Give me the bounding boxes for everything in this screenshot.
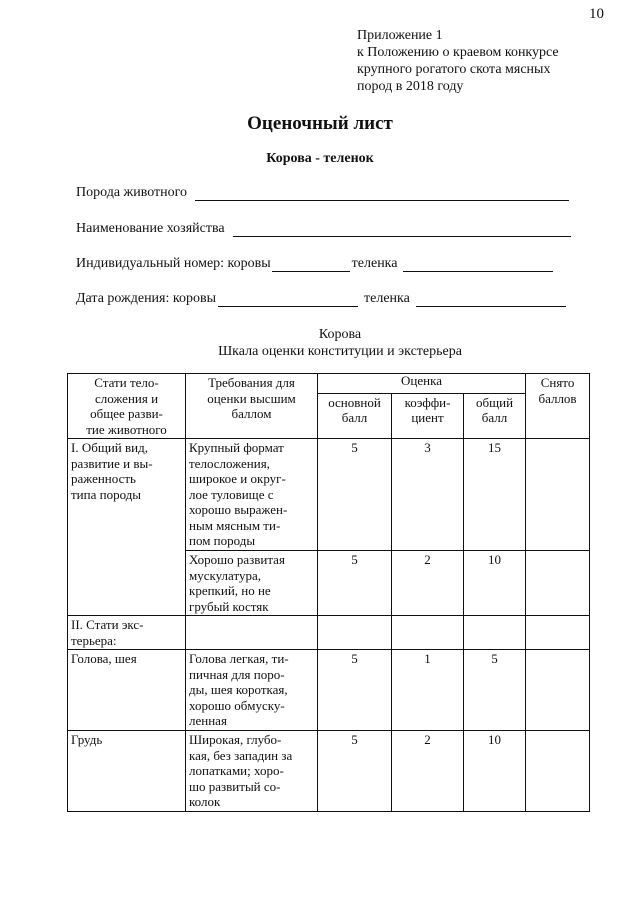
dob-cow-blank[interactable] [218, 293, 358, 307]
row-coefficient: 1 [392, 650, 464, 731]
header-removed: Снято баллов [526, 374, 590, 439]
farm-field [76, 221, 571, 237]
row-label: II. Стати экс- терьера: [68, 616, 186, 650]
table-row [68, 616, 590, 650]
row-label: Грудь [68, 731, 186, 812]
document-subtitle: Корова - теленок [266, 151, 374, 166]
header-coefficient: коэффи- циент [392, 393, 464, 438]
dob-field [76, 291, 566, 307]
page-number: 10 [589, 6, 604, 22]
row-coefficient: 2 [392, 731, 464, 812]
row-coefficient: 2 [392, 551, 464, 616]
header-body-parts: Стати тело- сложения и общее разви- тие животного [68, 374, 186, 439]
row-requirement: Крупный формат телосложения, широкое и округ- лое туловище с хорошо выражен- ным мясным ти- пом породы [186, 439, 318, 551]
breed-blank[interactable] [195, 187, 569, 201]
row-requirement [186, 616, 318, 650]
id-calf-label: теленка [351, 256, 398, 271]
header-total-score: общий балл [464, 393, 526, 438]
row-total-score: 15 [464, 439, 526, 551]
breed-field [76, 185, 569, 201]
row-removed-cell[interactable] [526, 616, 590, 650]
table-header-row [68, 374, 590, 394]
row-total-score: 10 [464, 551, 526, 616]
id-field [76, 256, 553, 272]
row-label: I. Общий вид, развитие и вы- раженность типа породы [68, 439, 186, 616]
row-removed-cell[interactable] [526, 551, 590, 616]
row-removed-cell[interactable] [526, 439, 590, 551]
appendix-line: крупного рогатого скота мясных [357, 62, 551, 77]
row-base-score: 5 [318, 650, 392, 731]
row-removed-cell[interactable] [526, 731, 590, 812]
appendix-note [357, 27, 559, 95]
row-requirement: Широкая, глубо- кая, без западин за лопатками; хоро- шо развитый со- колок [186, 731, 318, 812]
row-removed-cell[interactable] [526, 650, 590, 731]
row-requirement: Хорошо развитая мускулатура, крепкий, но не грубый костяк [186, 551, 318, 616]
row-base-score: 5 [318, 439, 392, 551]
dob-cow-label: Дата рождения: коровы [76, 291, 216, 306]
dob-calf-label: теленка [364, 291, 410, 306]
document-title: Оценочный лист [247, 113, 393, 134]
appendix-line: Приложение 1 [357, 28, 443, 43]
row-base-score: 5 [318, 551, 392, 616]
header-base-score: основной балл [318, 393, 392, 438]
appendix-line: пород в 2018 году [357, 79, 464, 94]
id-cow-label: Индивидуальный номер: коровы [76, 256, 271, 271]
row-total-score [464, 616, 526, 650]
id-cow-blank[interactable] [272, 258, 350, 272]
appendix-line: к Положению о краевом конкурсе [357, 45, 559, 60]
row-total-score: 10 [464, 731, 526, 812]
table-caption-subtitle: Шкала оценки конституции и экстерьера [218, 344, 462, 359]
row-base-score [318, 616, 392, 650]
table-row [68, 650, 590, 731]
table-row [68, 731, 590, 812]
row-requirement: Голова легкая, ти- пичная для поро- ды, шея короткая, хорошо обмуску- ленная [186, 650, 318, 731]
header-score: Оценка [318, 374, 526, 394]
header-requirements: Требования для оценки высшим баллом [186, 374, 318, 439]
row-base-score: 5 [318, 731, 392, 812]
row-label: Голова, шея [68, 650, 186, 731]
id-calf-blank[interactable] [403, 258, 553, 272]
farm-blank[interactable] [233, 223, 571, 237]
row-coefficient [392, 616, 464, 650]
table-row [68, 439, 590, 551]
row-total-score: 5 [464, 650, 526, 731]
evaluation-table [67, 373, 590, 812]
row-coefficient: 3 [392, 439, 464, 551]
farm-label: Наименование хозяйства [76, 221, 225, 236]
dob-calf-blank[interactable] [416, 293, 566, 307]
breed-label: Порода животного [76, 185, 188, 200]
table-caption-title: Корова [318, 327, 362, 342]
